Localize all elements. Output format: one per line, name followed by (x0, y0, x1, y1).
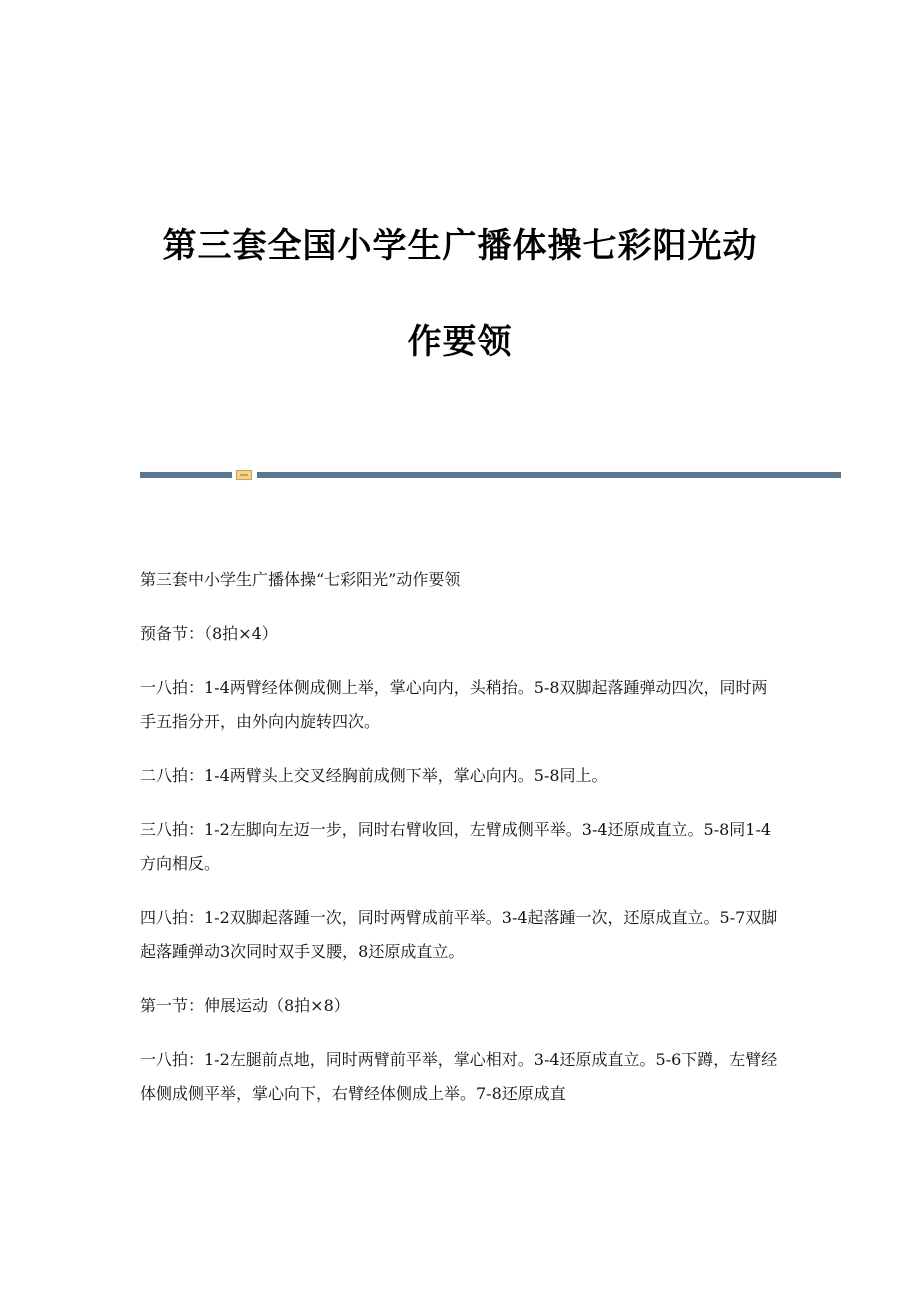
paragraph-section-prep: 预备节：（8拍×4） (140, 624, 278, 643)
divider-ornament-icon (236, 470, 252, 480)
paragraph: 四八拍：1-2双脚起落踵一次，同时两臂成前平举。3-4起落踵一次，还原成直立。5-7双脚起落踵弹动3次同时双手叉腰，8还原成直立。 (140, 908, 778, 961)
divider-bar-right (257, 472, 841, 478)
paragraph: 一八拍：1-4两臂经体侧成侧上举，掌心向内，头稍抬。5-8双脚起落踵弹动四次，同时两手五指分开，由外向内旋转四次。 (140, 678, 768, 731)
paragraph: 三八拍：1-2左脚向左迈一步，同时右臂收回，左臂成侧平举。3-4还原成直立。5-8同1-4方向相反。 (140, 820, 772, 873)
paragraph: 一八拍：1-2左腿前点地，同时两臂前平举，掌心相对。3-4还原成直立。5-6下蹲，左臂经体侧成侧平举，掌心向下，右臂经体侧成上举。7-8还原成直 (140, 1050, 778, 1103)
document-title-line-2: 作要领 (407, 322, 513, 362)
divider-bar-left (140, 472, 232, 478)
paragraph: 二八拍：1-4两臂头上交叉经胸前成侧下举，掌心向内。5-8同上。 (140, 766, 608, 785)
document-title-line-1: 第三套全国小学生广播体操七彩阳光动 (162, 226, 758, 266)
title-divider (140, 470, 841, 480)
document-body (140, 563, 780, 1131)
paragraph-heading: 第三套中小学生广播体操“七彩阳光”动作要领 (140, 570, 461, 589)
paragraph-section-one: 第一节：伸展运动（8拍×8） (140, 996, 350, 1015)
